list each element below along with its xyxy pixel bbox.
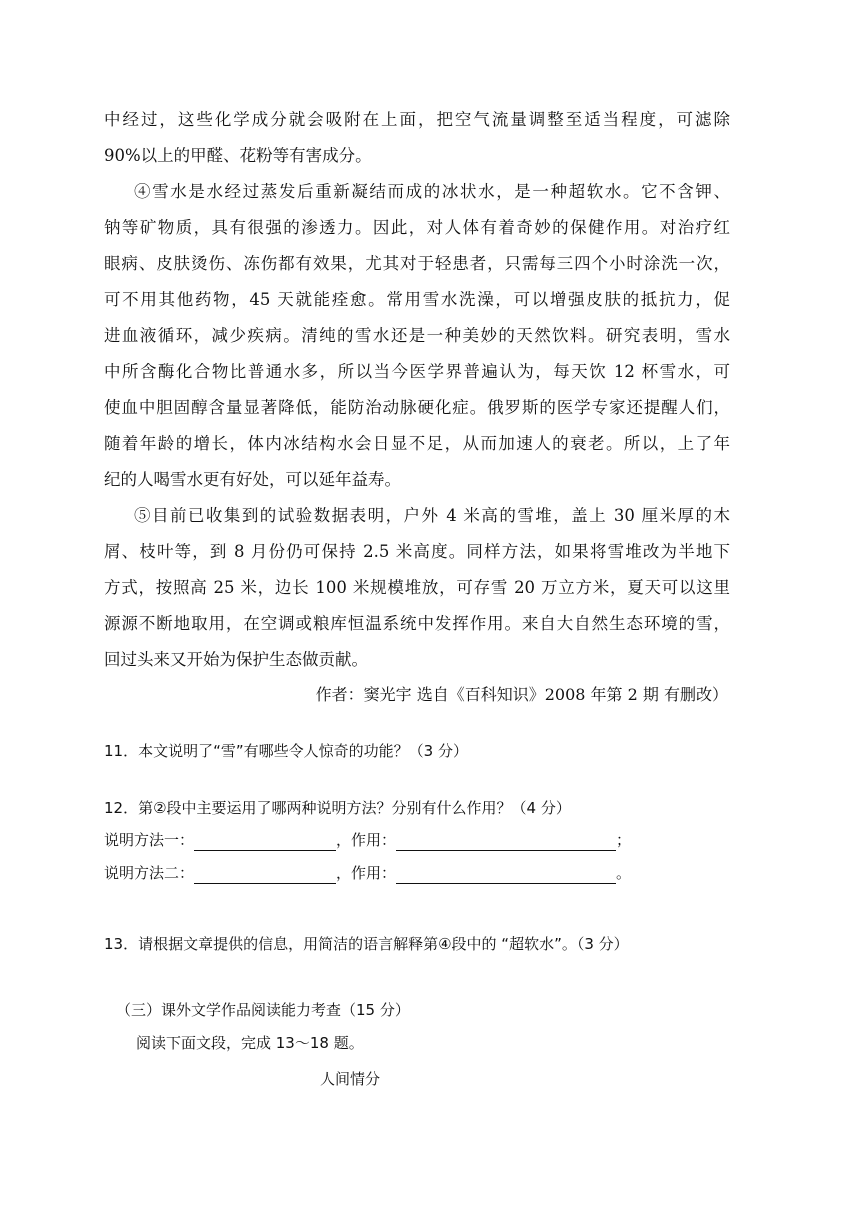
method-2-blank[interactable] xyxy=(194,865,336,884)
passage-line: ⑤目前已收集到的试验数据表明，户外 4 米高的雪堆，盖上 30 厘米厚的木 xyxy=(134,506,730,525)
passage-line: 屑、枝叶等，到 8 月份仍可保持 2.5 米高度。同样方法，如果将雪堆改为半地下 xyxy=(104,542,730,561)
method-2-label: 说明方法二： xyxy=(104,864,195,882)
passage-line: 90%以上的甲醛、花粉等有害成分。 xyxy=(104,146,372,165)
passage-line: 钠等矿物质，具有很强的渗透力。因此，对人体有着奇妙的保健作用。对治疗红 xyxy=(104,218,730,237)
passage-line: 回过头来又开始为保护生态做贡献。 xyxy=(104,650,368,669)
effect-2-blank[interactable] xyxy=(396,865,616,884)
question-11: 11．本文说明了“雪”有哪些令人惊奇的功能？（3 分） xyxy=(104,742,468,760)
source-byline: 作者：窦光宇 选自《百科知识》2008 年第 2 期 有删改） xyxy=(315,685,728,704)
passage-line: 中经过，这些化学成分就会吸附在上面，把空气流量调整至适当程度，可滤除 xyxy=(104,110,730,129)
passage-line: 可不用其他药物，45 天就能痊愈。常用雪水洗澡，可以增强皮肤的抵抗力，促 xyxy=(104,290,730,309)
row-end: 。 xyxy=(616,864,632,882)
passage-line: 方式，按照高 25 米，边长 100 米规模堆放，可存雪 20 万立方米，夏天可以这里 xyxy=(104,578,730,597)
method-1-blank[interactable] xyxy=(194,832,336,851)
row-end: ； xyxy=(616,831,632,849)
passage-line: 进血液循环，减少疾病。清纯的雪水还是一种美妙的天然饮料。研究表明，雪水 xyxy=(104,326,730,345)
passage-line: ④雪水是水经过蒸发后重新凝结而成的冰状水，是一种超软水。它不含钾、 xyxy=(134,182,730,201)
question-12: 12．第②段中主要运用了哪两种说明方法？分别有什么作用？（4 分） xyxy=(104,799,571,817)
effect-label: ，作用： xyxy=(336,831,397,849)
passage-line: 纪的人喝雪水更有好处，可以延年益寿。 xyxy=(104,470,401,489)
effect-1-blank[interactable] xyxy=(396,832,616,851)
passage-line: 中所含酶化合物比普通水多，所以当今医学界普遍认为，每天饮 12 杯雪水，可 xyxy=(104,362,730,381)
passage-line: 使血中胆固醇含量显著降低，能防治动脉硬化症。俄罗斯的医学专家还提醒人们， xyxy=(104,398,730,417)
section-heading: （三）课外文学作品阅读能力考查（15 分） xyxy=(116,1001,410,1019)
article-title: 人间情分 xyxy=(320,1070,381,1088)
answer-row-method-2 xyxy=(104,862,730,884)
passage-line: 随着年龄的增长，体内冰结构水会日显不足，从而加速人的衰老。所以，上了年 xyxy=(104,434,730,453)
effect-label: ，作用： xyxy=(336,864,397,882)
passage-line: 源源不断地取用，在空调或粮库恒温系统中发挥作用。来自大自然生态环境的雪， xyxy=(104,614,730,633)
question-13: 13．请根据文章提供的信息，用简洁的语言解释第④段中的 “超软水”。（3 分） xyxy=(104,935,629,953)
method-1-label: 说明方法一： xyxy=(104,831,195,849)
passage-line: 眼病、皮肤烫伤、冻伤都有效果，尤其对于轻患者，只需每三四个小时涂洗一次， xyxy=(104,254,730,273)
section-instruction: 阅读下面文段，完成 13～18 题。 xyxy=(136,1034,364,1052)
answer-row-method-1 xyxy=(104,829,730,851)
